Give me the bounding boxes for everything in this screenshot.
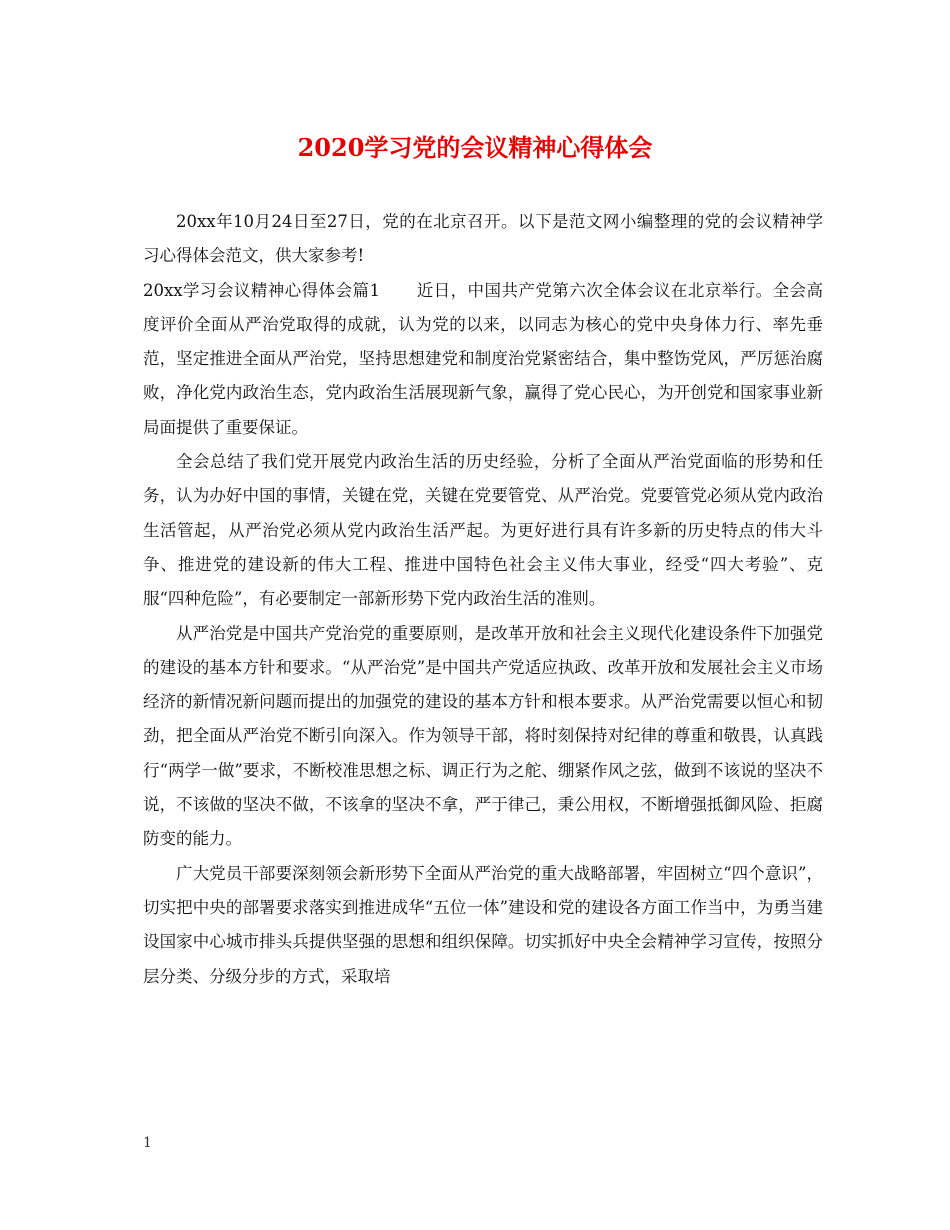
- document-body: [143, 205, 823, 994]
- intro-paragraph: 20xx年10月24日至27日，党的在北京召开。以下是范文网小编整理的党的会议精神学习心得体会范文，供大家参考!: [143, 212, 823, 266]
- body-paragraph-2: 从严治党是中国共产党治党的重要原则，是改革开放和社会主义现代化建设条件下加强党的建设的基本方针和要求。“从严治党”是中国共产党适应执政、改革开放和发展社会主义市场经济的新情况新问题而提出的加强党的建设的基本方针和根本要求。从严治党需要以恒心和韧劲，把全面从严治党不断引向深入。作为领导干部，将时刻保持对纪律的尊重和敬畏，认真践行“两学一做”要求，不断校准思想之标、调正行为之舵、绷紧作风之弦，做到不该说的坚决不说，不该做的坚决不做，不该拿的坚决不拿，严于律己，秉公用权，不断增强抵御风险、拒腐防变的能力。: [143, 623, 823, 849]
- section-intro-text: 近日，中国共产党第六次全体会议在北京举行。全会高度评价全面从严治党取得的成就，认为党的以来，以同志为核心的党中央身体力行、率先垂范，坚定推进全面从严治党，坚持思想建党和制度治党紧密结合，集中整饬党风，严厉惩治腐败，净化党内政治生态，党内政治生活展现新气象，赢得了党心民心，为开创党和国家事业新局面提供了重要保证。: [143, 280, 823, 437]
- body-paragraph-3: 广大党员干部要深刻领会新形势下全面从严治党的重大战略部署，牢固树立“四个意识”，切实把中央的部署要求落实到推进成华“五位一体”建设和党的建设各方面工作当中，为勇当建设国家中心城市排头兵提供坚强的思想和组织保障。切实抓好中央全会精神学习宣传，按照分层分类、分级分步的方式，采取培: [143, 863, 823, 986]
- body-paragraph-1: 全会总结了我们党开展党内政治生活的历史经验，分析了全面从严治党面临的形势和任务，认为办好中国的事情，关键在党，关键在党要管党、从严治党。党要管党必须从党内政治生活管起，从严治党必须从党内政治生活严起。为更好进行具有许多新的历史特点的伟大斗争、推进党的建设新的伟大工程、推进中国特色社会主义伟大事业，经受“四大考验”、克服“四种危险”，有必要制定一部新形势下党内政治生活的准则。: [143, 452, 823, 609]
- page-number: 1: [143, 1135, 152, 1151]
- document-title: 2020学习党的会议精神心得体会: [297, 133, 653, 162]
- section-paragraph: [143, 274, 823, 445]
- section-heading: 20xx学习会议精神心得体会篇1: [143, 280, 380, 300]
